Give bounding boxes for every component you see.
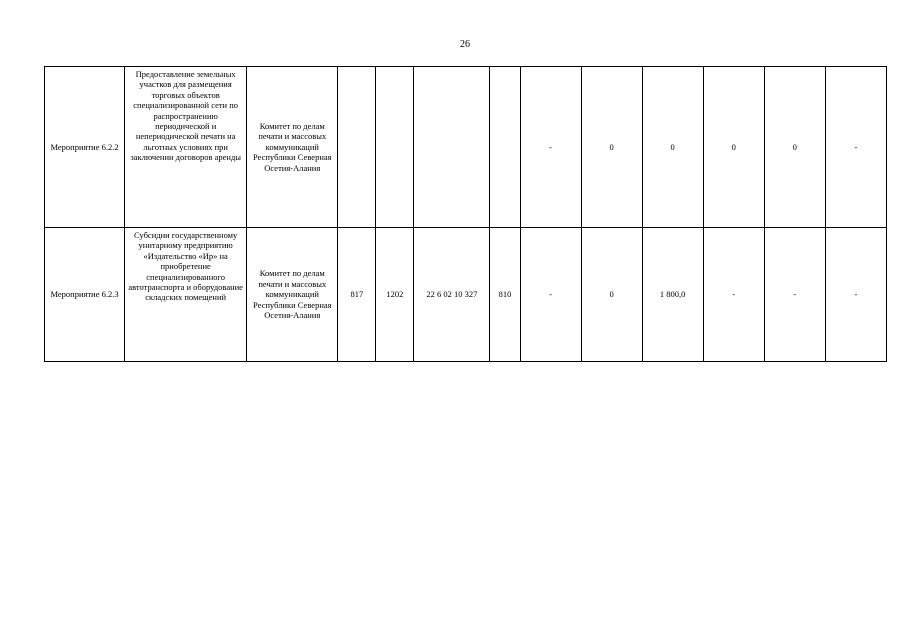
description-cell: Субсидии государственному унитарному предприятию «Издательство «Ир» на приобретение специализированного автотранспорта и оборудование складских помещений (125, 228, 247, 362)
value-cell-6: - (825, 228, 886, 362)
table-row (45, 67, 887, 228)
value-cell-1: - (520, 67, 581, 228)
value-cell-1: - (520, 228, 581, 362)
executor-cell: Комитет по делам печати и массовых коммуникаций Республики Северная Осетия-Алания (247, 67, 338, 228)
grbs-cell: 817 (338, 228, 376, 362)
value-cell-5: - (764, 228, 825, 362)
value-cell-4: - (703, 228, 764, 362)
executor-cell: Комитет по делам печати и массовых коммуникаций Республики Северная Осетия-Алания (247, 228, 338, 362)
rzpr-cell: 1202 (376, 228, 414, 362)
value-cell-2: 0 (581, 67, 642, 228)
table-row (45, 228, 887, 362)
value-cell-6: - (825, 67, 886, 228)
program-table (44, 66, 887, 362)
value-cell-5: 0 (764, 67, 825, 228)
csr-cell: 22 6 02 10 327 (414, 228, 490, 362)
vr-cell: 810 (490, 228, 520, 362)
event-cell: Мероприятие 6.2.3 (45, 228, 125, 362)
page-number: 26 (460, 39, 470, 50)
value-cell-3: 0 (642, 67, 703, 228)
value-cell-2: 0 (581, 228, 642, 362)
value-cell-4: 0 (703, 67, 764, 228)
vr-cell (490, 67, 520, 228)
csr-cell (414, 67, 490, 228)
rzpr-cell (376, 67, 414, 228)
description-cell: Предоставление земельных участков для размещения торговых объектов специализированной сети по распространению периодической и непериодической печати на льготных условиях при заключении договоров аренды (125, 67, 247, 228)
value-cell-3: 1 800,0 (642, 228, 703, 362)
grbs-cell (338, 67, 376, 228)
event-cell: Мероприятие 6.2.2 (45, 67, 125, 228)
